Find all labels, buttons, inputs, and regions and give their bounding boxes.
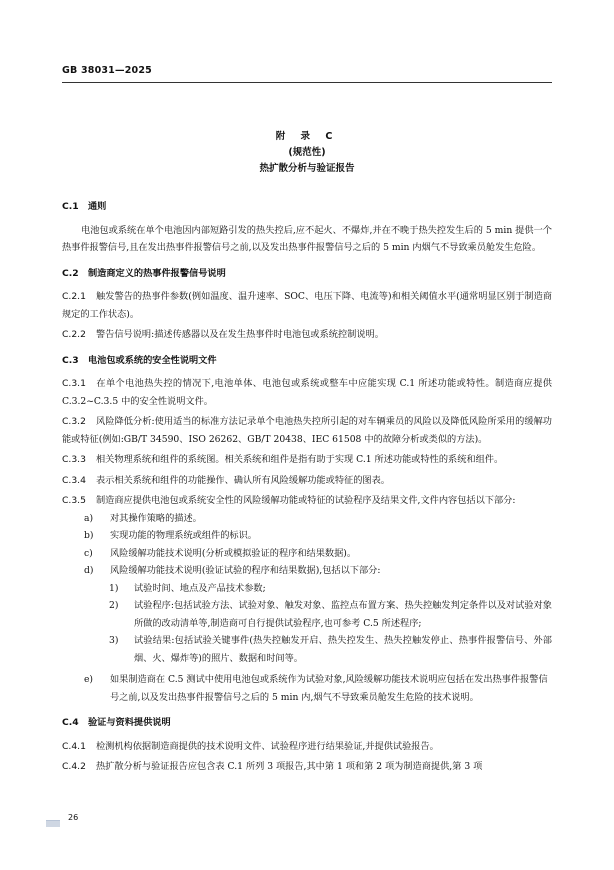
section-title: 验证与资料提供说明 — [88, 717, 171, 728]
sub-list-item — [62, 580, 552, 598]
list-marker: a) — [84, 512, 94, 524]
paragraph-c1: 电池包或系统在单个电池因内部短路引发的热失控后,应不起火、不爆炸,并在不晚于热失控发生后的 5 min 提供一个热事件报警信号,且在发出热事件报警信号之前,以及发出热事件报警信号之后的 5 min 内烟气不导致乘员舱发生危险。 — [62, 224, 552, 253]
clause-number: C.4.2 — [62, 761, 86, 772]
section-heading-c4 — [62, 714, 552, 732]
sub-list-item — [62, 597, 552, 632]
list-marker: e) — [84, 674, 94, 685]
sub-list-text: 试验程序:包括试验方法、试验对象、触发对象、监控点布置方案、热失控触发判定条件以及对试验对象所做的改动清单等,制造商可自行提供试验程序,也可参考 C.5 所述程序; — [134, 600, 552, 629]
clause-number: C.3.4 — [62, 474, 86, 486]
clause-text: 检测机构依据制造商提供的技术说明文件、试验程序进行结果验证,并提供试验报告。 — [96, 740, 439, 752]
clause-c3-4 — [62, 472, 552, 490]
header-rule — [62, 82, 552, 83]
section-number: C.4 — [62, 717, 79, 728]
annex-type: (规范性) — [288, 147, 326, 158]
clause-number: C.3.5 — [62, 495, 86, 506]
list-marker: c) — [84, 547, 93, 559]
clause-number: C.2.2 — [62, 329, 86, 340]
clause-c2-1 — [62, 288, 552, 323]
sub-list-marker: 2) — [109, 600, 119, 611]
section-heading-c3 — [62, 352, 552, 370]
clause-number: C.3.3 — [62, 454, 86, 465]
clause-c3-5 — [62, 492, 552, 510]
standard-code: GB 38031—2025 — [62, 65, 152, 76]
clause-c3-2 — [62, 413, 552, 448]
section-heading-c2 — [62, 265, 552, 283]
clause-c3-1 — [62, 375, 552, 410]
section-number: C.2 — [62, 267, 79, 279]
list-marker: b) — [84, 530, 94, 541]
sub-list-text: 试验时间、地点及产品技术参数; — [134, 582, 266, 594]
list-item — [62, 510, 552, 528]
clause-number: C.2.1 — [62, 291, 86, 302]
list-text: 如果制造商在 C.5 测试中使用电池包或系统作为试验对象,风险缓解功能技术说明应包括在发出热事件报警信号之前,以及发出热事件报警信号之后的 5 min 内,烟气不导致乘员舱发生危险的技术说明。 — [110, 674, 548, 703]
clause-number: C.3.2 — [62, 416, 86, 427]
clause-text: 表示相关系统和组件的功能操作、确认所有风险缓解功能或特征的图表。 — [96, 474, 390, 486]
section-number: C.1 — [62, 201, 79, 212]
clause-text: 热扩散分析与验证报告应包含表 C.1 所列 3 项报告,其中第 1 项和第 2 项为制造商提供,第 3 项 — [96, 761, 483, 772]
clause-text: 制造商应提供电池包或系统安全性的风险缓解功能或特征的试验程序及结果文件,文件内容包括以下部分: — [96, 495, 516, 506]
list-item — [62, 562, 552, 580]
annex-title: 附 录 C — [275, 131, 339, 142]
sub-list-marker: 3) — [109, 635, 119, 646]
clause-c3-3 — [62, 451, 552, 469]
clause-text: 警告信号说明:描述传感器以及在发生热事件时电池包或系统控制说明。 — [96, 329, 384, 340]
page-number: 26 — [68, 813, 79, 822]
list-text: 风险缓解功能技术说明(验证试验的程序和结果数据),包括以下部分: — [110, 565, 381, 576]
clause-text: 触发警告的热事件参数(例如温度、温升速率、SOC、电压下降、电流等)和相关阈值水平(通常明显区别于制造商规定的工作状态)。 — [62, 291, 552, 320]
section-number: C.3 — [62, 354, 79, 366]
list-text: 实现功能的物理系统或组件的标识。 — [110, 530, 257, 541]
sub-list-item — [62, 632, 552, 667]
section-title: 制造商定义的热事件报警信号说明 — [88, 267, 226, 279]
clause-c4-1 — [62, 738, 552, 756]
section-title: 电池包或系统的安全性说明文件 — [88, 354, 217, 366]
list-marker: d) — [84, 565, 94, 576]
sub-list-text: 试验结果:包括试验关键事件(热失控触发开启、热失控发生、热失控触发停止、热事件报警信号、外部烟、火、爆炸等)的照片、数据和时间等。 — [134, 635, 552, 664]
document-body — [62, 190, 552, 776]
clause-text: 风险降低分析:使用适当的标准方法记录单个电池热失控所引起的对车辆乘员的风险以及降低风险所采用的缓解功能或特征(例如:GB/T 34590、ISO 26262、GB/T 20438、IEC 61508 中的故障分析或类似的方法)。 — [62, 416, 552, 445]
list-text: 风险缓解功能技术说明(分析或模拟验证的程序和结果数据)。 — [110, 547, 357, 559]
clause-text: 相关物理系统和组件的系统图。相关系统和组件是指有助于实现 C.1 所述功能或特性的系统和组件。 — [96, 454, 504, 465]
list-item — [62, 527, 552, 545]
list-text: 对其操作策略的描述。 — [110, 512, 202, 524]
clause-text: 在单个电池热失控的情况下,电池单体、电池包或系统或整车中应能实现 C.1 所述功能或特性。制造商应提供 C.3.2~C.3.5 中的安全性说明文件。 — [62, 378, 552, 407]
section-title: 通则 — [88, 201, 107, 212]
list-item — [62, 671, 552, 706]
clause-number: C.4.1 — [62, 740, 86, 752]
footer-logo-mark — [46, 820, 60, 827]
clause-number: C.3.1 — [62, 378, 86, 389]
annex-name: 热扩散分析与验证报告 — [259, 163, 355, 174]
clause-c4-2 — [62, 758, 552, 776]
sub-list-marker: 1) — [109, 582, 119, 594]
list-item — [62, 545, 552, 563]
clause-c2-2 — [62, 326, 552, 344]
section-heading-c1 — [62, 198, 552, 216]
